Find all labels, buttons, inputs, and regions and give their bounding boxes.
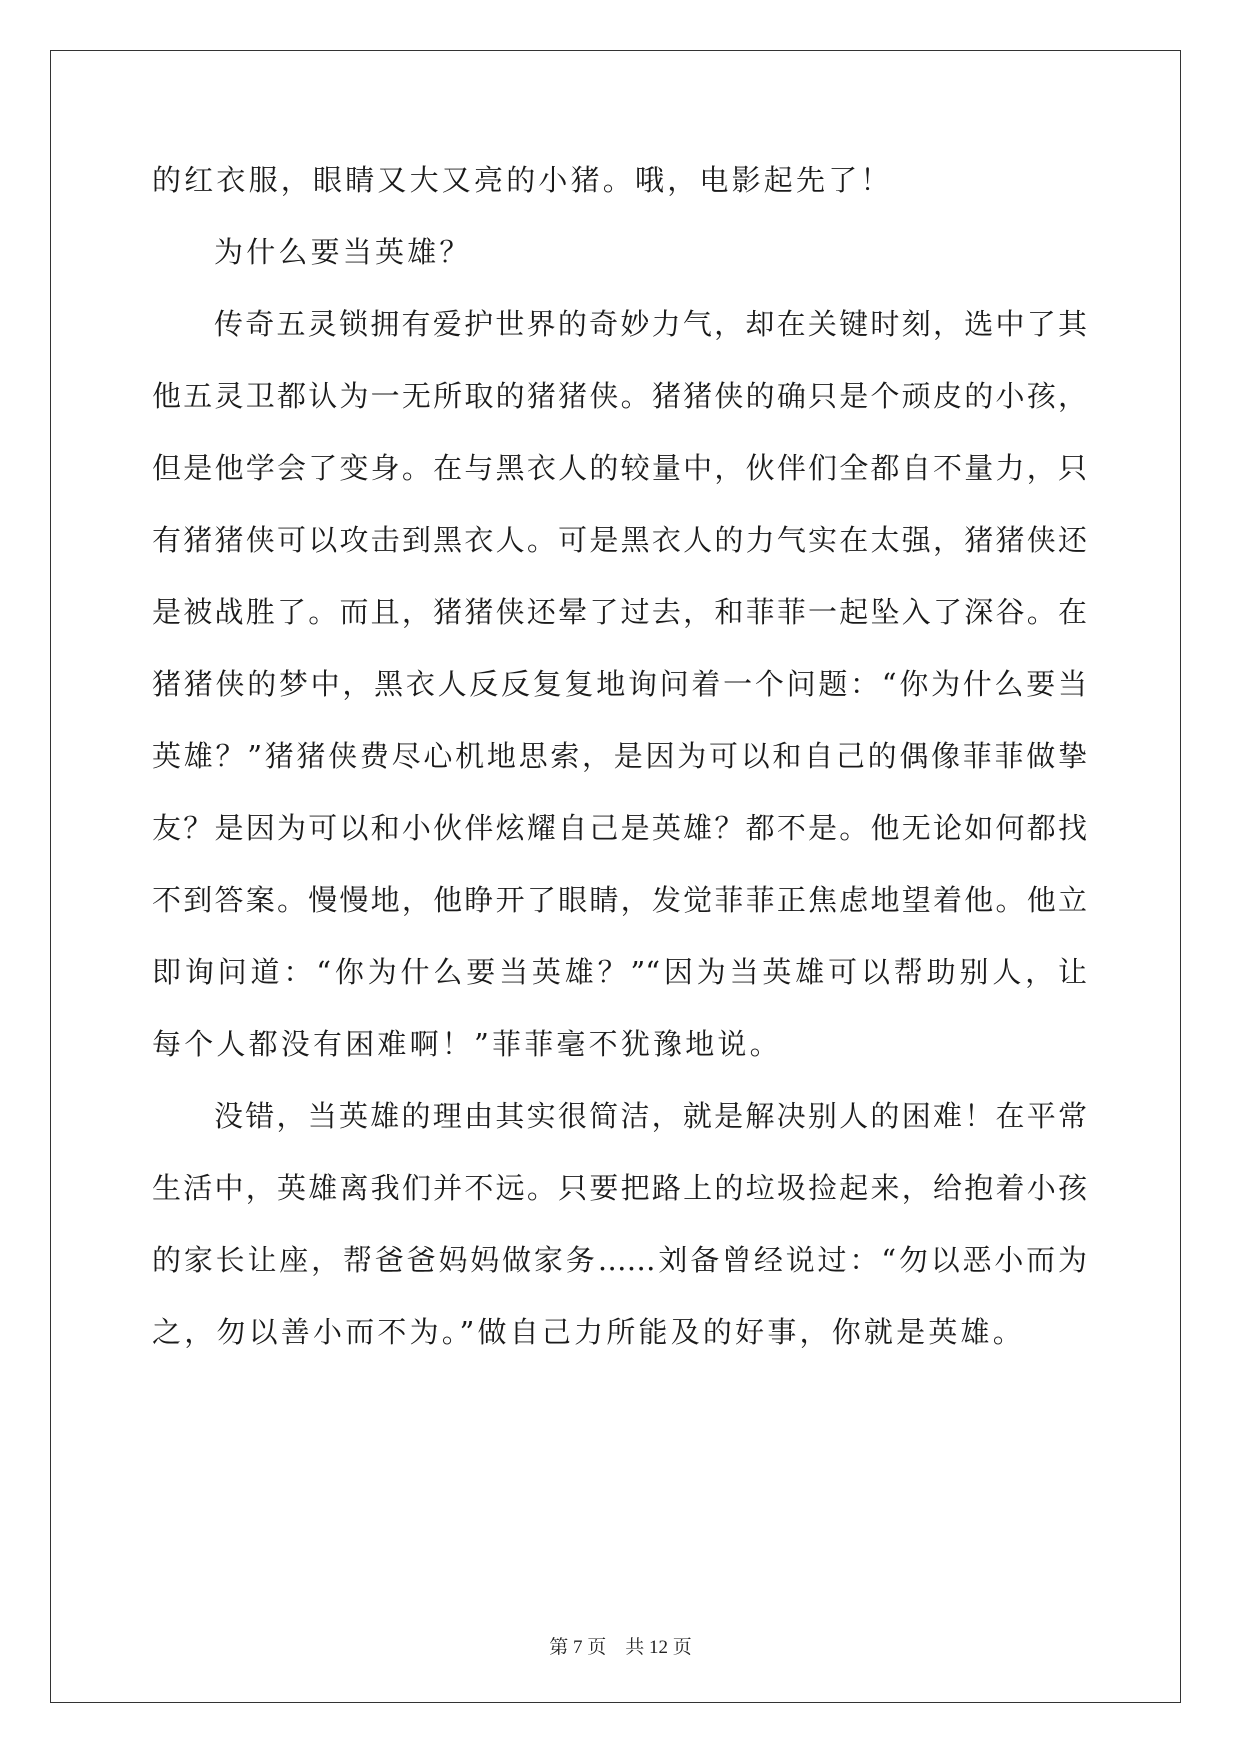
text-line: 英雄？”猪猪侠费尽心机地思索，是因为可以和自己的偶像菲菲做挚 [152, 739, 1087, 773]
text-line: 即询问道：“你为什么要当英雄？”“因为当英雄可以帮助别人，让 [152, 955, 1087, 989]
text-line: 的家长让座，帮爸爸妈妈做家务……刘备曾经说过：“勿以恶小而为 [152, 1243, 1087, 1277]
text-line: 不到答案。慢慢地，他睁开了眼睛，发觉菲菲正焦虑地望着他。他立 [152, 883, 1087, 917]
text-line: 每个人都没有困难啊！”菲菲毫不犹豫地说。 [152, 1027, 782, 1061]
text-line: 生活中，英雄离我们并不远。只要把路上的垃圾捡起来，给抱着小孩 [152, 1171, 1087, 1205]
text-line: 传奇五灵锁拥有爱护世界的奇妙力气，却在关键时刻，选中了其 [214, 307, 1087, 341]
text-line: 猪猪侠的梦中，黑衣人反反复复地询问着一个问题：“你为什么要当 [152, 667, 1087, 701]
text-line: 他五灵卫都认为一无所取的猪猪侠。猪猪侠的确只是个顽皮的小孩， [152, 379, 1087, 413]
text-line: 有猪猪侠可以攻击到黑衣人。可是黑衣人的力气实在太强，猪猪侠还 [152, 523, 1087, 557]
text-line: 为什么要当英雄？ [214, 235, 472, 269]
text-line: 没错，当英雄的理由其实很简洁，就是解决别人的困难！在平常 [214, 1099, 1087, 1133]
text-line: 但是他学会了变身。在与黑衣人的较量中，伙伴们全都自不量力，只 [152, 451, 1087, 485]
text-line: 之，勿以善小而不为。”做自己力所能及的好事，你就是英雄。 [152, 1315, 1025, 1349]
text-line: 的红衣服，眼睛又大又亮的小猪。哦，电影起先了！ [152, 163, 893, 197]
text-line: 是被战胜了。而且，猪猪侠还晕了过去，和菲菲一起坠入了深谷。在 [152, 595, 1087, 629]
page-number-label: 第 7 页 共 12 页 [549, 1637, 692, 1658]
page-frame [50, 50, 1181, 1703]
text-line: 友？是因为可以和小伙伴炫耀自己是英雄？都不是。他无论如何都找 [152, 811, 1087, 845]
page-footer [0, 1632, 1241, 1659]
